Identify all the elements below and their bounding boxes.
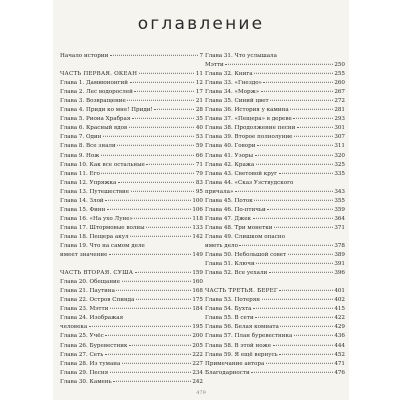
toc-entry	[60, 314, 203, 323]
toc-entry-title: Глава 37. «Пещера» в дереве	[205, 116, 292, 123]
toc-dot-leader	[261, 91, 333, 92]
toc-dot-leader	[225, 64, 333, 65]
toc-dot-leader	[146, 163, 194, 164]
toc-entry	[60, 242, 203, 251]
toc-entry	[205, 314, 345, 323]
toc-dot-leader	[262, 299, 333, 300]
toc-entry-title: Начало истории	[60, 53, 109, 59]
toc-entry-page: 168	[192, 288, 203, 295]
toc-entry	[205, 106, 345, 115]
toc-entry	[60, 251, 203, 260]
toc-entry-title: имеет значение	[60, 252, 108, 259]
toc-dot-leader	[132, 118, 194, 119]
toc-entry-title: Глава 3. Возвращение	[60, 98, 126, 105]
toc-entry-page: 415	[334, 306, 345, 313]
toc-entry-page: 7	[199, 53, 203, 59]
toc-entry-title: Глава 51. Ключи	[205, 261, 255, 268]
toc-entry-title: Глава 25. Учёс	[60, 333, 104, 340]
toc-entry-page: 436	[334, 333, 345, 340]
toc-entry-page: 40	[195, 125, 203, 132]
toc-entry-page: 364	[334, 215, 345, 222]
toc-entry-title: Глава 36. История у камина	[205, 107, 289, 114]
toc-dot-leader	[109, 254, 191, 255]
toc-entry	[205, 206, 345, 215]
toc-entry-title: Глава 28. Из тумана	[60, 360, 121, 367]
toc-entry	[60, 142, 203, 151]
toc-entry-page: 325	[334, 161, 345, 168]
toc-entry	[60, 161, 203, 170]
toc-entry	[60, 351, 203, 360]
toc-entry	[205, 233, 345, 242]
toc-dot-leader	[239, 245, 332, 246]
toc-entry	[205, 251, 345, 260]
toc-entry-title: Глава 26. Буревестник	[60, 342, 128, 349]
toc-entry-page: 359	[334, 206, 345, 213]
toc-dot-leader	[113, 380, 191, 381]
toc-entry	[205, 179, 345, 188]
toc-entry-title: Глава 9. Нож	[60, 152, 100, 159]
toc-entry	[205, 152, 345, 161]
toc-dot-leader	[297, 127, 333, 128]
toc-entry-page: 476	[334, 369, 345, 376]
toc-dot-leader	[103, 136, 194, 137]
toc-entry-page: 371	[334, 224, 345, 231]
page-title: оглавление	[137, 14, 265, 34]
toc-entry-title: иметь дело	[205, 242, 238, 249]
toc-entry-page: 272	[334, 98, 345, 105]
toc-dot-leader	[116, 290, 190, 291]
toc-dot-leader	[293, 118, 333, 119]
toc-entry-title: Глава 29. Песня	[60, 369, 109, 376]
toc-entry	[60, 287, 203, 296]
toc-dot-leader	[255, 154, 333, 155]
toc-entry-page: 281	[334, 107, 345, 114]
toc-section-heading	[205, 287, 345, 296]
toc-gap	[205, 278, 345, 287]
toc-dot-leader	[257, 145, 333, 146]
toc-entry	[205, 188, 345, 197]
toc-entry-title: ЧАСТЬ ТРЕТЬЯ. БЕРЕГ	[205, 288, 278, 295]
toc-entry-page: 429	[334, 324, 345, 331]
toc-dot-leader	[127, 100, 194, 101]
toc-entry-title: Глава 4. Приди ко мне! Приди!	[60, 107, 153, 114]
toc-dot-leader	[288, 254, 333, 255]
toc-dot-leader	[267, 209, 333, 210]
toc-entry-page: 242	[192, 378, 203, 385]
toc-dot-leader	[122, 362, 191, 363]
toc-entry-page: 391	[334, 261, 345, 268]
toc-column-left	[60, 52, 203, 387]
toc-entry-title: Глава 16. «На ухо Луне»	[60, 215, 133, 222]
toc-dot-leader	[256, 163, 333, 164]
toc-entry-title: Глава 8. Все знали	[60, 143, 116, 150]
toc-dot-leader	[131, 191, 195, 192]
toc-entry-page: 422	[334, 315, 345, 322]
toc-entry-title: Глава 55. В сети	[205, 315, 254, 322]
toc-dot-leader	[134, 91, 194, 92]
toc-entry-page: 260	[334, 80, 345, 87]
toc-entry-title: Глава 15. Финн	[60, 206, 106, 213]
toc-entry-page: 133	[192, 224, 203, 231]
toc-dot-leader	[110, 371, 191, 372]
toc-dot-leader	[117, 145, 194, 146]
toc-dot-leader	[266, 362, 333, 363]
toc-entry-page: 159	[192, 270, 203, 277]
toc-entry	[205, 296, 345, 305]
toc-entry	[205, 342, 345, 351]
toc-dot-leader	[129, 127, 195, 128]
toc-dot-leader	[89, 326, 191, 327]
toc-entry-title: Глава 11. Его	[60, 170, 100, 177]
toc-dot-leader	[254, 200, 333, 201]
toc-dot-leader	[105, 353, 191, 354]
toc-entry-page: 396	[334, 270, 345, 277]
toc-entry-title: Глава 52. Все уехали	[205, 270, 268, 277]
toc-entry	[205, 360, 345, 369]
toc-entry	[60, 179, 203, 188]
toc-entry-title: Глава 48. Три монетки	[205, 224, 273, 231]
toc-entry	[205, 323, 345, 332]
toc-dot-leader	[110, 308, 191, 309]
toc-entry-title: Глава 31. Что услышала	[205, 53, 277, 59]
toc-entry-title: Глава 1. Дамиюнонгий	[60, 80, 129, 87]
toc-entry-title: Глава 49. Слишком опасно	[205, 233, 285, 240]
toc-dot-leader	[130, 236, 191, 237]
toc-entry-title: Глава 12. Упряжка	[60, 179, 117, 186]
toc-entry-page: 227	[192, 360, 203, 367]
toc-entry	[60, 332, 203, 341]
toc-entry-title: ЧАСТЬ ВТОРАЯ. СУША	[60, 270, 134, 277]
toc-entry-title: Глава 47. Джек	[205, 215, 252, 222]
toc-entry-page: 149	[192, 252, 203, 259]
toc-entry-title: Примечание автора	[205, 360, 265, 367]
toc-entry-title: Глава 39. Второе полнолуние	[205, 134, 293, 141]
toc-entry-page: 95	[195, 188, 203, 195]
toc-dot-leader	[263, 82, 332, 83]
toc-entry-title: Глава 21. Паутина	[60, 288, 115, 295]
toc-entry-title: Глава 58. В этой ноже	[205, 342, 272, 349]
toc-entry-title: Глава 2. Лес водорослей	[60, 89, 133, 96]
toc-entry-title: Глава 18. Пещера акул	[60, 233, 129, 240]
toc-dot-leader	[107, 209, 191, 210]
toc-entry-page: 11	[195, 71, 203, 78]
toc-entry-page: 471	[334, 360, 345, 367]
toc-entry	[205, 52, 345, 61]
toc-entry-page: 71	[195, 161, 203, 168]
toc-entry	[205, 351, 345, 360]
toc-entry-page: 205	[192, 342, 203, 349]
toc-entry	[60, 224, 203, 233]
toc-dot-leader	[294, 136, 333, 137]
toc-entry-title: Глава 6. Красный вдов	[60, 125, 128, 132]
toc-entry-page: 378	[334, 242, 345, 249]
toc-entry-page: 195	[192, 324, 203, 331]
toc-entry	[205, 170, 345, 179]
toc-entry	[60, 188, 203, 197]
toc-dot-leader	[130, 82, 195, 83]
toc-entry-title: Глава 22. Остров Спинда	[60, 297, 135, 304]
toc-entry-page: 160	[192, 279, 203, 286]
toc-entry	[205, 224, 345, 233]
toc-entry	[205, 79, 345, 88]
toc-dot-leader	[135, 272, 191, 273]
toc-entry	[60, 342, 203, 351]
toc-entry	[205, 97, 345, 106]
toc-entry-title: Глава 59. Я ещё вернусь	[205, 351, 278, 358]
toc-entry	[205, 70, 345, 79]
toc-entry-page: 452	[334, 351, 345, 358]
toc-entry-page: 222	[192, 351, 203, 358]
toc-dot-leader	[254, 73, 333, 74]
toc-entry-title: Глава 45. Поток	[205, 197, 253, 204]
toc-entry-page: 255	[334, 71, 345, 78]
toc-entry-page: 184	[192, 306, 203, 313]
toc-entry-page: 17	[195, 89, 203, 96]
toc-entry	[60, 152, 203, 161]
toc-dot-leader	[290, 109, 333, 110]
toc-entry-title: Глава 44. «Сказ Узствудского	[205, 179, 294, 186]
toc-dot-leader	[273, 344, 333, 345]
toc-entry-title: Глава 46. По-птичьи	[205, 206, 266, 213]
toc-entry-page: 250	[334, 62, 345, 69]
toc-entry	[60, 52, 203, 61]
toc-entry-page: 301	[334, 125, 345, 132]
toc-entry	[60, 97, 203, 106]
toc-dot-leader	[101, 172, 194, 173]
toc-dot-leader	[274, 227, 333, 228]
toc-dot-leader	[235, 191, 333, 192]
toc-entry-title: Глава 23. Мэтти	[60, 306, 109, 313]
page-number: 479	[196, 390, 206, 396]
toc-entry-title: причала»	[205, 188, 234, 195]
toc-entry	[60, 106, 203, 115]
toc-entry-title: Глава 41. Узоры	[205, 152, 254, 159]
toc-dot-leader	[279, 172, 333, 173]
toc-dot-leader	[134, 218, 190, 219]
toc-entry-page: 142	[192, 233, 203, 240]
toc-entry	[205, 161, 345, 170]
toc-dot-leader	[280, 326, 332, 327]
toc-entry	[205, 124, 345, 133]
toc-dot-leader	[269, 272, 333, 273]
toc-entry-page: 401	[334, 288, 345, 295]
toc-entry	[60, 115, 203, 124]
toc-entry	[205, 242, 345, 251]
toc-dot-leader	[154, 109, 194, 110]
toc-entry-page: 355	[334, 197, 345, 204]
toc-entry-page: 21	[195, 98, 203, 105]
toc-dot-leader	[146, 227, 191, 228]
toc-entry	[205, 133, 345, 142]
toc-dot-leader	[255, 317, 333, 318]
toc-entry-title: Глава 19. Что на самом деле	[60, 242, 145, 249]
toc-entry-page: 293	[334, 116, 345, 123]
book-page	[53, 0, 349, 400]
toc-entry-page: 118	[192, 215, 203, 222]
toc-entry	[60, 197, 203, 206]
toc-entry	[205, 305, 345, 314]
toc-entry-title: Глава 57. План буревестника	[205, 333, 293, 340]
toc-dot-leader	[101, 154, 195, 155]
toc-entry	[205, 215, 345, 224]
toc-entry-title: Глава 20. Обещание	[60, 279, 121, 286]
toc-entry	[60, 79, 203, 88]
toc-entry-page: 402	[334, 297, 345, 304]
toc-dot-leader	[105, 200, 191, 201]
toc-entry-title: Глава 54. Бухта	[205, 306, 252, 313]
toc-entry-title: Глава 40. Говори	[205, 143, 256, 150]
toc-dot-leader	[253, 218, 333, 219]
toc-entry-title: Глава 53. Потерян	[205, 297, 261, 304]
toc-dot-leader	[110, 55, 198, 56]
toc-entry-page: 389	[334, 252, 345, 259]
toc-entry	[60, 369, 203, 378]
toc-dot-leader	[253, 308, 333, 309]
toc-entry-page: 343	[334, 188, 345, 195]
toc-entry-page: 83	[195, 179, 203, 186]
toc-entry-page: 53	[195, 134, 203, 141]
toc-dot-leader	[136, 299, 191, 300]
toc-entry-title: Глава 33. «Гнездо»	[205, 80, 262, 87]
toc-dot-leader	[251, 371, 333, 372]
toc-dot-leader	[279, 353, 333, 354]
toc-entry-title: Глава 34. «Морж»	[205, 89, 260, 96]
toc-entry	[60, 378, 203, 387]
toc-entry-title: Глава 38. Продолжение песни	[205, 125, 296, 132]
toc-dot-leader	[118, 181, 194, 182]
toc-entry	[205, 61, 345, 70]
toc-entry	[60, 133, 203, 142]
toc-entry-title: Мэтти	[205, 62, 224, 69]
toc-entry	[60, 278, 203, 287]
toc-entry-page: 267	[334, 89, 345, 96]
toc-entry-page: 106	[192, 206, 203, 213]
toc-dot-leader	[129, 344, 191, 345]
toc-entry	[60, 170, 203, 179]
toc-entry	[60, 233, 203, 242]
toc-entry-page: 200	[192, 333, 203, 340]
toc-entry	[60, 88, 203, 97]
toc-entry-title: Глава 7. Один	[60, 134, 102, 141]
toc-entry-title: Глава 42. Кража	[205, 161, 255, 168]
toc-entry	[60, 296, 203, 305]
toc-entry-title: Глава 17. Штормовые волны	[60, 224, 145, 231]
toc-entry-title: Глава 30. Камень	[60, 378, 112, 385]
toc-section-heading	[60, 70, 203, 79]
toc-dot-leader	[294, 335, 333, 336]
toc-entry-page: 234	[192, 369, 203, 376]
toc-entry-page: 311	[334, 143, 345, 150]
toc-dot-leader	[122, 281, 191, 282]
toc-gap	[60, 61, 203, 70]
toc-entry-title: Глава 56. Белая комната	[205, 324, 279, 331]
toc-entry-page: 444	[334, 342, 345, 349]
toc-entry	[205, 197, 345, 206]
toc-column-right	[205, 52, 345, 378]
toc-entry-title: Глава 43. Световой круг	[205, 170, 278, 177]
toc-entry-page: 320	[334, 152, 345, 159]
toc-entry-title: Глава 32. Книга	[205, 71, 253, 78]
toc-entry-page: 79	[195, 170, 203, 177]
toc-entry	[205, 260, 345, 269]
toc-entry-page: 335	[334, 170, 345, 177]
toc-entry-page: 66	[195, 152, 203, 159]
toc-entry-title: Глава 27. Сеть	[60, 351, 104, 358]
toc-entry-page: 35	[195, 116, 203, 123]
toc-entry	[205, 269, 345, 278]
toc-entry	[60, 124, 203, 133]
toc-section-heading	[60, 269, 203, 278]
toc-entry	[205, 88, 345, 97]
toc-entry-title: Глава 10. Как все остальные	[60, 161, 145, 168]
toc-entry-title: Глава 5. Риона Храбрая	[60, 116, 131, 123]
toc-entry-page: 100	[192, 197, 203, 204]
toc-entry	[205, 332, 345, 341]
toc-entry	[205, 115, 345, 124]
toc-entry-title: Глава 13. Путешествие	[60, 188, 130, 195]
toc-entry	[60, 323, 203, 332]
toc-entry	[60, 206, 203, 215]
toc-entry	[60, 360, 203, 369]
toc-gap	[60, 260, 203, 269]
toc-entry	[205, 369, 345, 378]
toc-entry-title: ЧАСТЬ ПЕРВАЯ. ОКЕАН	[60, 71, 138, 78]
toc-entry	[60, 305, 203, 314]
toc-dot-leader	[256, 263, 333, 264]
toc-entry-title: Глава 50. Небольшой совет	[205, 252, 287, 259]
toc-entry-title: Глава 14. Злой	[60, 197, 104, 204]
toc-dot-leader	[270, 100, 333, 101]
toc-entry-page: 12	[195, 80, 203, 87]
toc-entry-page: 59	[195, 143, 203, 150]
toc-entry	[60, 215, 203, 224]
toc-entry-title: Глава 24. Изображая	[60, 315, 124, 322]
toc-entry-page: 307	[334, 134, 345, 141]
toc-entry-title: Глава 35. Синий цвет	[205, 98, 269, 105]
toc-entry-page: 28	[195, 107, 203, 114]
toc-dot-leader	[279, 290, 332, 291]
toc-dot-leader	[105, 335, 191, 336]
toc-dot-leader	[139, 73, 195, 74]
toc-entry	[205, 142, 345, 151]
toc-entry-page: 175	[192, 297, 203, 304]
toc-entry-title: Благодарности	[205, 369, 250, 376]
toc-entry-title: человека	[60, 324, 88, 331]
